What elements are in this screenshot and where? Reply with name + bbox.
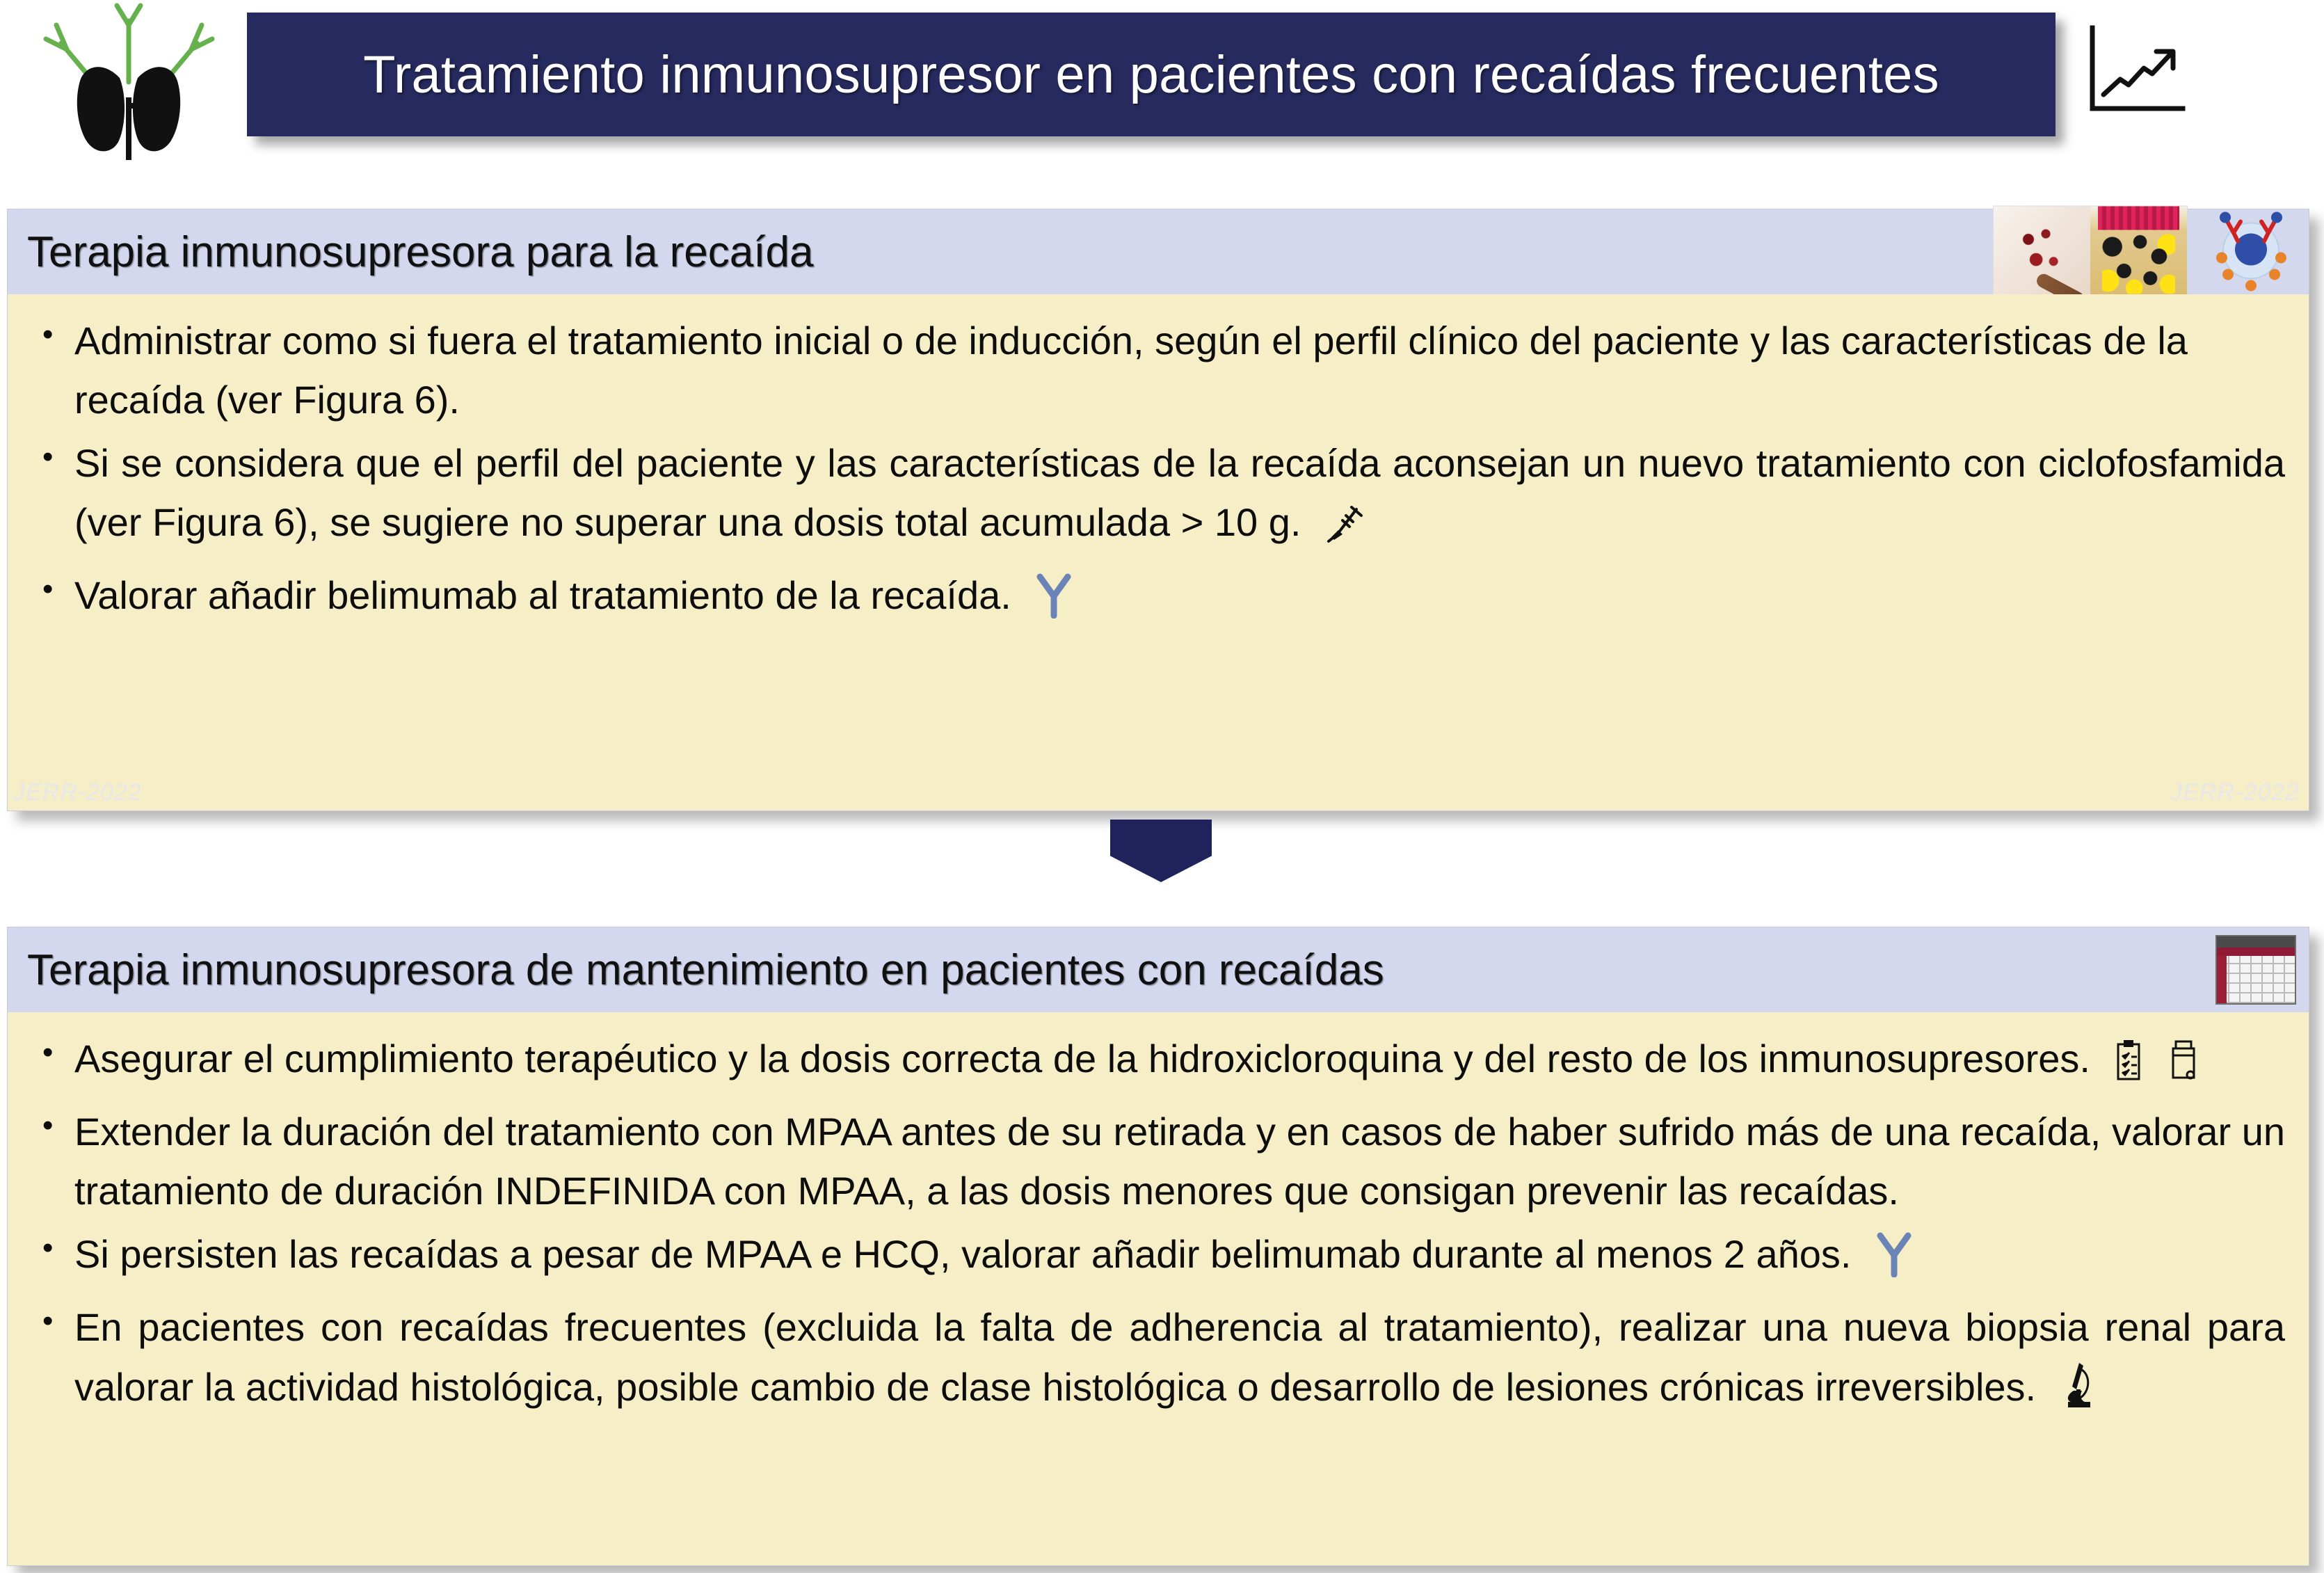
section-body-relapse-therapy xyxy=(8,294,2309,811)
bullet-text: Valorar añadir belimumab al tratamiento de la recaída. xyxy=(74,573,1011,618)
down-arrow-connector xyxy=(1110,820,1212,882)
header-row xyxy=(0,0,2324,163)
section-card-maintenance-therapy xyxy=(7,927,2309,1566)
list-item xyxy=(31,566,2285,634)
section-body-maintenance-therapy xyxy=(8,1012,2309,1565)
antibody-icon xyxy=(1033,573,1075,634)
urine-sediment-photo xyxy=(1993,205,2188,298)
list-item xyxy=(31,1297,2285,1426)
section-header-title: Terapia inmunosupresora para la recaída xyxy=(27,227,814,276)
section-header-relapse-therapy xyxy=(8,209,2309,294)
section-header-icons xyxy=(1993,205,2296,299)
bullet-text: Asegurar el cumplimiento terapéutico y la dosis correcta de la hidroxicloroquina y del resto de los inmunosupresores. xyxy=(74,1037,2090,1080)
section-header-title: Terapia inmunosupresora de mantenimiento en pacientes con recaídas xyxy=(27,945,1384,994)
urine-sample-tube-photo-half xyxy=(2090,206,2187,298)
page-title: Tratamiento inmunosupresor en pacientes con recaídas frecuentes xyxy=(363,45,1939,104)
line-chart-up-icon xyxy=(2080,19,2191,124)
watermark-left: JERR-2022 xyxy=(13,779,142,806)
bullet-list-maintenance-therapy xyxy=(31,1029,2285,1426)
bullet-text: Administrar como si fuera el tratamiento inicial o de inducción, según el perfil clínico del paciente y las características de la recaída (ver Figura 6). xyxy=(74,319,2188,422)
list-item xyxy=(31,1102,2285,1220)
section-header-maintenance-therapy xyxy=(8,927,2309,1012)
list-item xyxy=(31,1029,2285,1098)
bullet-text: Si persisten las recaídas a pesar de MPAA e HCQ, valorar añadir belimumab durante al menos 2 años. xyxy=(74,1232,1852,1277)
calendar-icon xyxy=(2215,935,2296,1005)
list-item xyxy=(31,1224,2285,1293)
list-item xyxy=(31,433,2285,561)
antibody-icon xyxy=(1873,1231,1915,1293)
watermark-right: JERR-2022 xyxy=(2170,779,2299,806)
calendar-grid xyxy=(2217,956,2295,1003)
title-banner xyxy=(247,13,2055,136)
bullet-list-relapse-therapy xyxy=(31,311,2285,635)
microscopy-photo-half xyxy=(1994,206,2090,298)
pill-bottle-icon xyxy=(2167,1039,2201,1098)
bullet-text: Si se considera que el perfil del paciente y las características de la recaída aconsejan un nuevo tratamiento con ciclofosfamida (ver Figura 6), se sugiere no superar una dosis total acumulada > 10 g. xyxy=(74,441,2285,545)
calendar-top-bar xyxy=(2217,936,2295,948)
cell-with-antibodies-icon xyxy=(2206,205,2296,299)
section-header-icons xyxy=(2215,935,2296,1005)
calendar-month-band xyxy=(2217,948,2295,956)
section-card-relapse-therapy xyxy=(7,209,2309,811)
syringe-icon xyxy=(1323,502,1366,561)
bullet-text: En pacientes con recaídas frecuentes (excluida la falta de adherencia al tratamiento), realizar una nueva biopsia renal para valorar la actividad histológica, posible cambio de clase histológica o desarrollo de lesiones crónicas irreversibles. xyxy=(74,1305,2285,1409)
bullet-text: Extender la duración del tratamiento con MPAA antes de su retirada y en casos de haber sufrido más de una recaída, valorar un tratamiento de duración INDEFINIDA con MPAA, a las dosis menores que consigan prevenir las recaídas. xyxy=(74,1110,2285,1213)
microscope-icon xyxy=(2058,1360,2097,1426)
calendar-side-bar xyxy=(2217,956,2227,1003)
checklist-icon xyxy=(2112,1039,2145,1098)
kidneys-with-antibodies-icon xyxy=(28,0,230,163)
list-item xyxy=(31,311,2285,429)
